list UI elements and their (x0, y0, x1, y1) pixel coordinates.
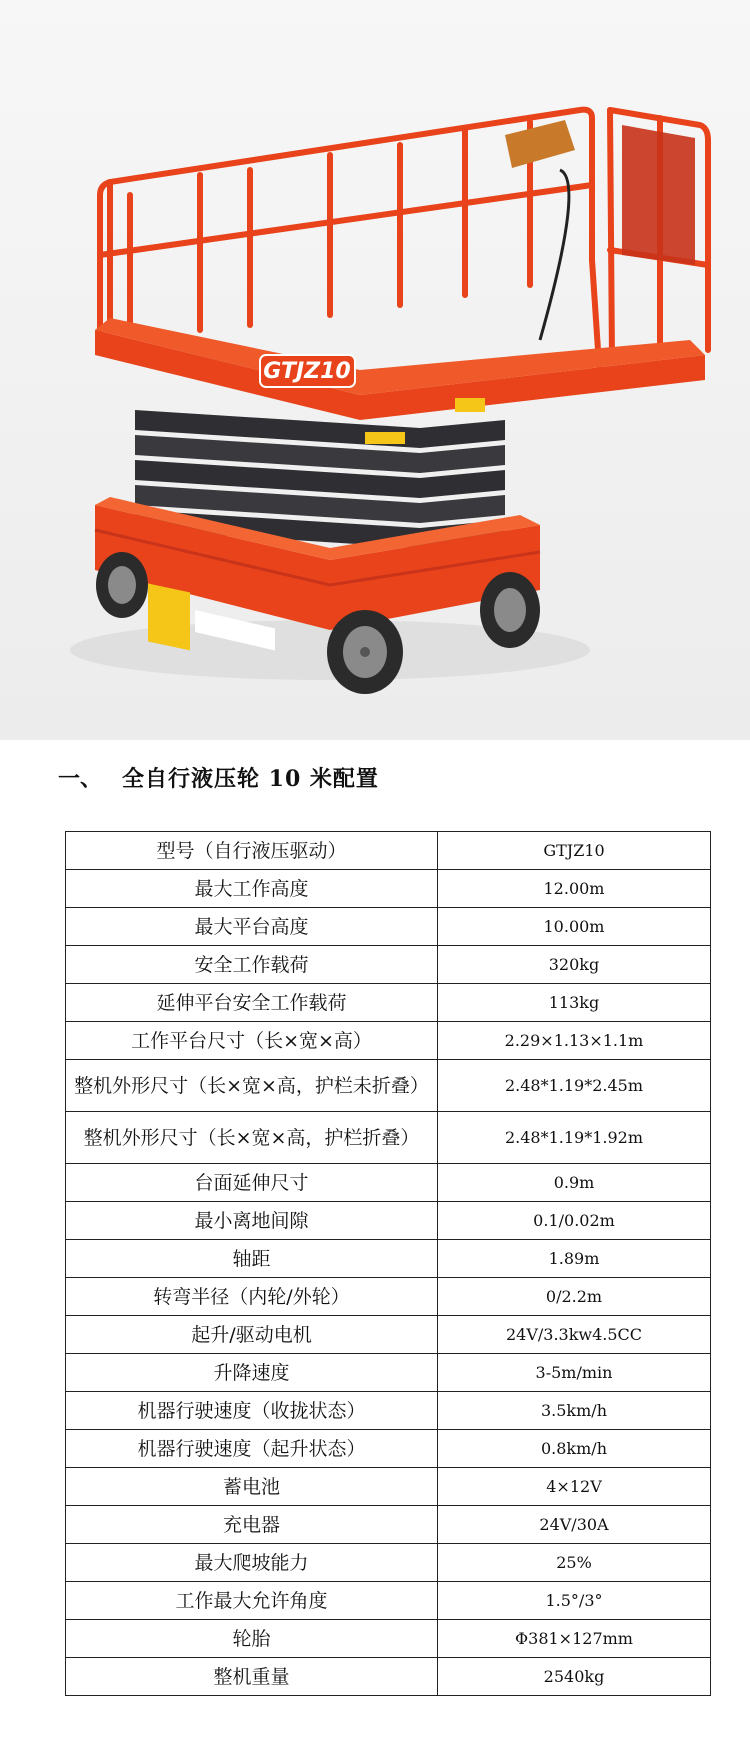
spec-label: 整机外形尺寸（长×宽×高，护栏未折叠） (66, 1060, 438, 1112)
spec-table (65, 831, 711, 1696)
spec-label: 整机外形尺寸（长×宽×高，护栏折叠） (66, 1112, 438, 1164)
spec-label: 整机重量 (66, 1658, 438, 1696)
spec-value: 1.5°/3° (438, 1582, 711, 1620)
table-row (66, 1354, 711, 1392)
spec-label: 轮胎 (66, 1620, 438, 1658)
wheel-front-right (480, 572, 540, 648)
wheel-rear (96, 552, 148, 618)
control-cable (540, 170, 569, 340)
spec-value: 3-5m/min (438, 1354, 711, 1392)
product-photo (0, 0, 750, 740)
spec-label: 台面延伸尺寸 (66, 1164, 438, 1202)
spec-label: 起升/驱动电机 (66, 1316, 438, 1354)
table-row (66, 1164, 711, 1202)
spec-value: 0/2.2m (438, 1278, 711, 1316)
spec-value: 1.89m (438, 1240, 711, 1278)
table-row (66, 1278, 711, 1316)
table-row (66, 870, 711, 908)
spec-value: 0.8km/h (438, 1430, 711, 1468)
table-row (66, 1582, 711, 1620)
spec-value: 10.00m (438, 908, 711, 946)
spec-value: 25% (438, 1544, 711, 1582)
gate-panel (622, 125, 695, 265)
table-row (66, 1022, 711, 1060)
spec-value: 24V/3.3kw4.5CC (438, 1316, 711, 1354)
table-row (66, 1112, 711, 1164)
spec-value: 12.00m (438, 870, 711, 908)
spec-label: 最大平台高度 (66, 908, 438, 946)
spec-value: 0.9m (438, 1164, 711, 1202)
table-row (66, 984, 711, 1022)
wheel-front (327, 610, 403, 694)
spec-label: 最大工作高度 (66, 870, 438, 908)
spec-value: 2.29×1.13×1.1m (438, 1022, 711, 1060)
spec-label: 升降速度 (66, 1354, 438, 1392)
spec-label: 充电器 (66, 1506, 438, 1544)
spec-value: 320kg (438, 946, 711, 984)
spec-label: 机器行驶速度（收拢状态） (66, 1392, 438, 1430)
spec-label: 轴距 (66, 1240, 438, 1278)
spec-value: 3.5km/h (438, 1392, 711, 1430)
spec-label: 最小离地间隙 (66, 1202, 438, 1240)
spec-label: 蓄电池 (66, 1468, 438, 1506)
spec-value: 2.48*1.19*1.92m (438, 1112, 711, 1164)
spec-label: 延伸平台安全工作载荷 (66, 984, 438, 1022)
spec-value: 2.48*1.19*2.45m (438, 1060, 711, 1112)
spec-label: 最大爬坡能力 (66, 1544, 438, 1582)
table-row (66, 832, 711, 870)
spec-value: GTJZ10 (438, 832, 711, 870)
spec-label: 安全工作载荷 (66, 946, 438, 984)
table-row (66, 1506, 711, 1544)
table-row (66, 1240, 711, 1278)
spec-value: 24V/30A (438, 1506, 711, 1544)
spec-label: 工作平台尺寸（长×宽×高） (66, 1022, 438, 1060)
table-row (66, 908, 711, 946)
table-row (66, 1202, 711, 1240)
section-number: 一、 (58, 766, 103, 792)
section-heading (0, 760, 750, 800)
section-title: 全自行液压轮 10 米配置 (122, 766, 379, 792)
spec-label: 机器行驶速度（起升状态） (66, 1430, 438, 1468)
table-row (66, 1620, 711, 1658)
spec-value: 0.1/0.02m (438, 1202, 711, 1240)
table-row (66, 1468, 711, 1506)
table-row (66, 1316, 711, 1354)
spec-value: 4×12V (438, 1468, 711, 1506)
table-row (66, 1430, 711, 1468)
spec-value: Φ381×127mm (438, 1620, 711, 1658)
table-row (66, 1544, 711, 1582)
spec-label: 型号（自行液压驱动） (66, 832, 438, 870)
model-badge-text: GTJZ10 (263, 359, 351, 384)
spec-value: 2540kg (438, 1658, 711, 1696)
control-box (505, 120, 575, 168)
spec-label: 工作最大允许角度 (66, 1582, 438, 1620)
table-row (66, 946, 711, 984)
table-row (66, 1060, 711, 1112)
warning-label-platform (455, 398, 485, 412)
spec-value: 113kg (438, 984, 711, 1022)
spec-label: 转弯半径（内轮/外轮） (66, 1278, 438, 1316)
table-row (66, 1658, 711, 1696)
warning-decal-chassis (148, 583, 190, 650)
table-row (66, 1392, 711, 1430)
scissor-lift-illustration (0, 0, 750, 740)
